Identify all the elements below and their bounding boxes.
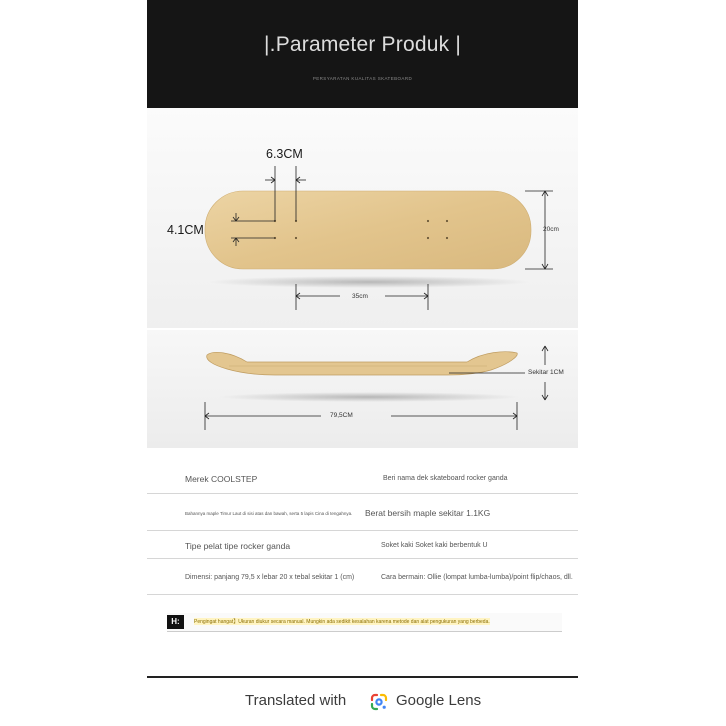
concave-label: Sekitar 1CM [528,369,564,376]
spec-dimensions: Dimensi: panjang 79,5 x lebar 20 x tebal sekitar 1 (cm) [185,574,355,581]
deck-width-label: 20cm [543,226,559,233]
spec-plate-type: Tipe pelat tipe rocker ganda [185,541,291,551]
spec-divider [147,493,578,494]
spec-divider [147,530,578,531]
wheelbase-label: 35cm [352,293,368,300]
google-lens-icon [369,692,389,712]
warm-reminder [167,613,562,632]
spec-brand: Merek COOLSTEP [185,474,258,484]
truck-spacing-label: 6.3CM [266,147,303,161]
translated-with-label: Translated with [245,692,347,709]
spec-foot-socket: Soket kaki Soket kaki berbentuk U [381,542,488,549]
product-sheet [147,0,578,678]
page-title: |.Parameter Produk | [264,33,461,56]
length-label: 79,5CM [330,412,353,419]
hole-width-label: 4.1CM [167,223,204,237]
spec-divider [147,594,578,595]
deck-top-view [205,191,531,269]
deck-side-view [207,352,518,375]
google-lens-brand: Google Lens [396,692,482,709]
spec-material: Bahannya maple Timur Laut di sisi atas dan bawah, serta 5 lapis Cina di tengahnya. [185,511,353,516]
page-subtitle: PERSYARATAN KUALITAS SKATEBOARD [312,76,413,81]
google-lens-footer [0,690,726,714]
spec-weight: Berat bersih maple sekitar 1.1KG [365,508,491,518]
bottom-divider [147,676,578,678]
reminder-text: Pengingat hangat】Ukuran diukur secara manual. Mungkin ada sedikit kesalahan karena metode dan alat pengukuran yang berbeda. [194,619,490,625]
reminder-badge: H: [167,615,184,629]
length-dimension [205,402,517,430]
spec-play-style: Cara bermain: Ollie (lompat lumba-lumba)/point flip/chaos, dll. [381,574,573,581]
spec-divider [147,558,578,559]
deck-shadow [209,276,529,288]
spec-deck-name: Beri nama dek skateboard rocker ganda [383,475,508,482]
side-shadow [219,392,519,402]
